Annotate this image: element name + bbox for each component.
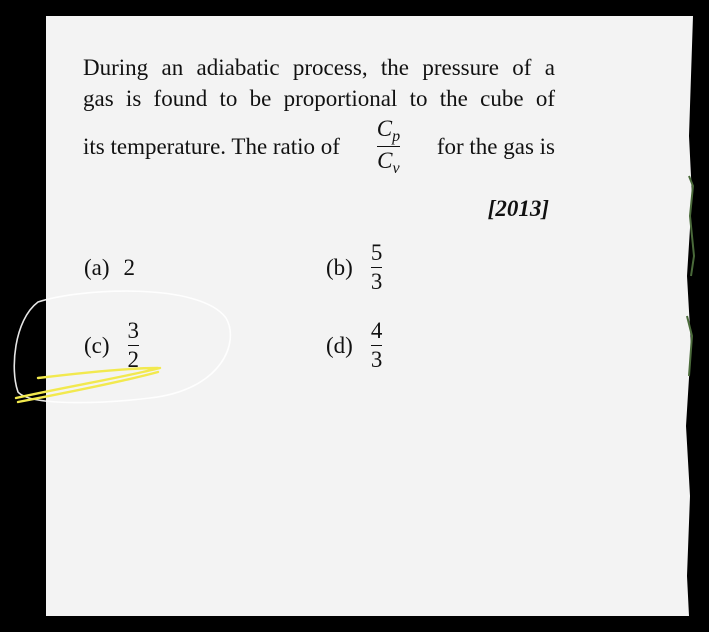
- option-c-denominator: 2: [127, 347, 140, 372]
- option-c-fraction: [128, 318, 140, 373]
- option-b-label: (b): [326, 254, 353, 280]
- question-line-1: During an adiabatic process, the pressure of a: [83, 55, 555, 80]
- torn-page-edge: [683, 16, 709, 616]
- exam-year: [2013]: [487, 196, 549, 221]
- option-b-numerator: 5: [370, 240, 383, 265]
- cp-subscript: p: [392, 128, 401, 145]
- option-b-denominator: 3: [370, 269, 383, 294]
- option-c[interactable]: [84, 318, 143, 373]
- cp-cv-fraction: [377, 116, 400, 177]
- option-d-denominator: 3: [370, 347, 383, 372]
- option-b-fraction: [371, 240, 383, 295]
- question-line-3-prefix: its temperature. The ratio of: [83, 133, 340, 159]
- cp-symbol: C: [376, 116, 393, 141]
- question-line-2: gas is found to be proportional to the cube of: [83, 86, 555, 111]
- option-c-label: (c): [84, 332, 110, 358]
- question-line-3: [83, 116, 555, 177]
- option-b[interactable]: [326, 240, 386, 295]
- option-d-numerator: 4: [370, 318, 383, 343]
- option-a-label: (a): [84, 255, 110, 280]
- question-line-3-suffix: for the gas is: [436, 133, 555, 159]
- option-a-value: 2: [123, 255, 136, 280]
- option-d[interactable]: [326, 318, 386, 373]
- option-d-label: (d): [326, 332, 353, 358]
- option-a[interactable]: [84, 255, 135, 281]
- option-d-fraction: [371, 318, 383, 373]
- cv-subscript: v: [392, 160, 400, 177]
- option-c-numerator: 3: [127, 318, 140, 343]
- cv-symbol: C: [377, 148, 393, 173]
- question-text: [83, 52, 555, 114]
